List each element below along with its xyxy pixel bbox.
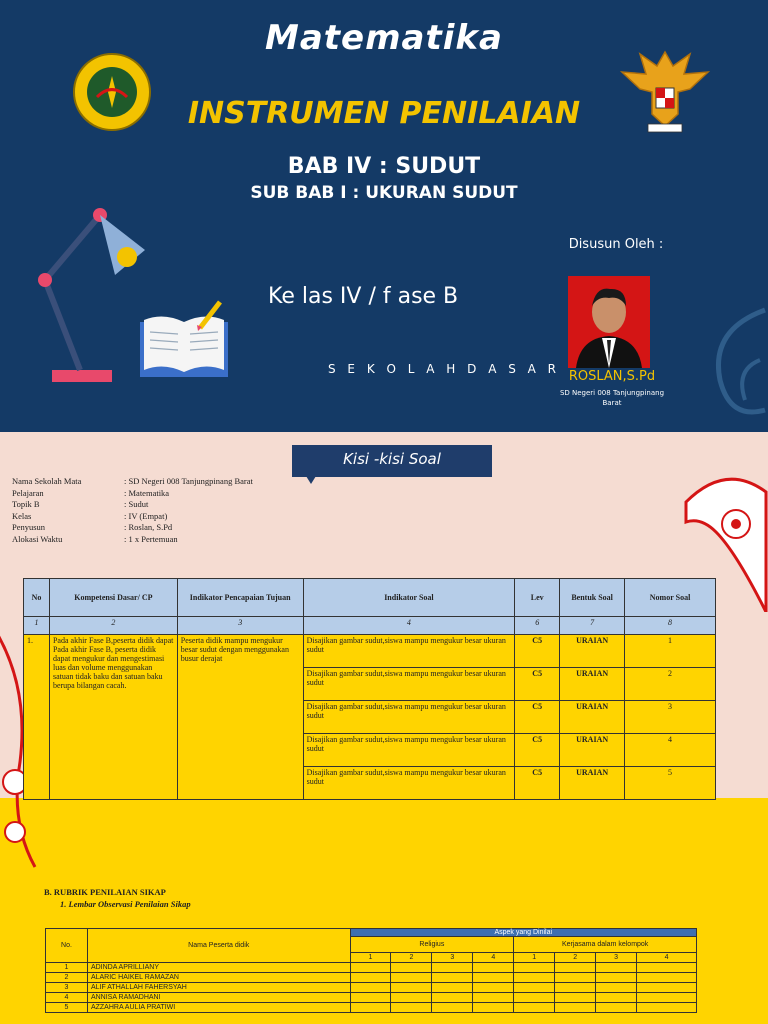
column-number: 6 xyxy=(515,617,560,635)
info-row xyxy=(12,522,324,534)
score-cell[interactable] xyxy=(391,963,432,973)
score-cell[interactable] xyxy=(391,1003,432,1013)
score-cell[interactable] xyxy=(473,1003,514,1013)
info-key: Topik B xyxy=(12,499,40,509)
score-header: 1 xyxy=(350,953,391,963)
score-cell[interactable] xyxy=(514,963,555,973)
school-level-label: S E K O L A H D A S A R xyxy=(328,362,561,376)
student-name: ALIF ATHALLAH FAHERSYAH xyxy=(87,983,350,993)
score-cell[interactable] xyxy=(596,983,637,993)
score-cell[interactable] xyxy=(432,963,473,973)
score-cell[interactable] xyxy=(514,1003,555,1013)
student-no: 4 xyxy=(46,993,88,1003)
score-cell[interactable] xyxy=(514,973,555,983)
bentuk-cell: URAIAN xyxy=(560,668,625,701)
author-name: ROSLAN,S.Pd xyxy=(568,369,656,384)
info-row xyxy=(12,511,324,523)
score-cell[interactable] xyxy=(391,973,432,983)
info-key: Pelajaran xyxy=(12,487,44,498)
kompetensi-cell: Pada akhir Fase B,peserta didik dapat Pada akhir Fase B, peserta didik dapat mengukur dan mengestimasi luas dan volume menggunakan satuan tidak baku dan satuan baku berupa bilangan cacah. xyxy=(49,635,177,800)
score-header: 3 xyxy=(432,953,473,963)
info-value: : 1 x Pertemuan xyxy=(124,533,178,544)
info-key: Nama Sekolah Mata xyxy=(12,476,82,486)
student-name: ALARIC HAIKEL RAMAZAN xyxy=(87,973,350,983)
identity-info xyxy=(12,476,324,545)
score-cell[interactable] xyxy=(514,983,555,993)
student-name: ANNISA RAMADHANI xyxy=(87,993,350,1003)
bentuk-cell: URAIAN xyxy=(560,767,625,800)
cover-title: Matematika xyxy=(265,18,503,58)
table-header-row xyxy=(24,579,716,617)
student-row xyxy=(46,963,697,973)
rubrik-slide xyxy=(0,868,768,1024)
score-cell[interactable] xyxy=(432,973,473,983)
nomor-cell: 2 xyxy=(625,668,716,701)
score-cell[interactable] xyxy=(555,983,596,993)
nomor-cell: 1 xyxy=(625,635,716,668)
score-header: 2 xyxy=(555,953,596,963)
score-cell[interactable] xyxy=(596,993,637,1003)
student-no: 5 xyxy=(46,1003,88,1013)
header-cell: Kompetensi Dasar/ CP xyxy=(49,579,177,617)
info-value: : Sudut xyxy=(124,499,149,509)
bentuk-cell: URAIAN xyxy=(560,635,625,668)
header-cell: Indikator Soal xyxy=(303,579,515,617)
score-cell[interactable] xyxy=(432,993,473,1003)
info-row xyxy=(12,499,324,511)
indikator-soal-cell: Disajikan gambar sudut,siswa mampu mengukur besar ukuran sudut xyxy=(303,668,515,701)
score-header: 4 xyxy=(473,953,514,963)
level-cell: C5 xyxy=(515,635,560,668)
level-cell: C5 xyxy=(515,734,560,767)
open-book-illustration xyxy=(138,300,233,384)
score-cell[interactable] xyxy=(473,993,514,1003)
score-cell[interactable] xyxy=(637,993,697,1003)
indikator-tujuan-cell: Peserta didik mampu mengukur besar sudut dengan menggunakan busur derajat xyxy=(177,635,303,800)
score-cell[interactable] xyxy=(473,983,514,993)
score-cell[interactable] xyxy=(350,983,391,993)
score-cell[interactable] xyxy=(596,973,637,983)
score-cell[interactable] xyxy=(473,963,514,973)
kisi-table xyxy=(23,578,716,800)
header-cell: Bentuk Soal xyxy=(560,579,625,617)
score-cell[interactable] xyxy=(473,973,514,983)
header-cell: Nomor Soal xyxy=(625,579,716,617)
score-header: 2 xyxy=(391,953,432,963)
chapter-title: BAB IV : SUDUT xyxy=(287,154,481,179)
score-cell[interactable] xyxy=(637,983,697,993)
score-cell[interactable] xyxy=(391,983,432,993)
score-cell[interactable] xyxy=(391,993,432,1003)
nomor-cell: 4 xyxy=(625,734,716,767)
score-cell[interactable] xyxy=(555,1003,596,1013)
score-cell[interactable] xyxy=(637,963,697,973)
info-key: Kelas xyxy=(12,510,32,521)
indikator-soal-cell: Disajikan gambar sudut,siswa mampu mengukur besar ukuran sudut xyxy=(303,767,515,800)
level-cell: C5 xyxy=(515,668,560,701)
rubrik-header-row xyxy=(46,929,697,937)
info-value: : SD Negeri 008 Tanjungpinang Barat xyxy=(124,476,253,486)
rubrik-subheading: 1. Lembar Observasi Penilaian Sikap xyxy=(60,899,191,909)
student-row xyxy=(46,1003,697,1013)
info-value: : IV (Empat) xyxy=(124,510,168,521)
no-header: No. xyxy=(46,929,88,963)
table-row xyxy=(24,635,716,668)
info-row xyxy=(12,534,324,546)
score-cell[interactable] xyxy=(637,1003,697,1013)
student-no: 2 xyxy=(46,973,88,983)
info-row xyxy=(12,488,324,500)
header-cell: No xyxy=(24,579,50,617)
subchapter-title: SUB BAB I : UKURAN SUDUT xyxy=(250,183,518,203)
decorative-swirl xyxy=(690,300,768,432)
column-number: 7 xyxy=(560,617,625,635)
bentuk-cell: URAIAN xyxy=(560,701,625,734)
column-number: 1 xyxy=(24,617,50,635)
student-no: 1 xyxy=(46,963,88,973)
header-cell: Lev xyxy=(515,579,560,617)
score-cell[interactable] xyxy=(596,963,637,973)
indikator-soal-cell: Disajikan gambar sudut,siswa mampu mengukur besar ukuran sudut xyxy=(303,635,515,668)
group-religius: Religius xyxy=(350,937,514,953)
nomor-cell: 3 xyxy=(625,701,716,734)
student-no: 3 xyxy=(46,983,88,993)
student-row xyxy=(46,983,697,993)
kisi-kisi-slide xyxy=(0,432,768,868)
student-row xyxy=(46,993,697,1003)
author-photo xyxy=(568,276,650,368)
aspek-header: Aspek yang Dinilai xyxy=(350,929,697,937)
score-cell[interactable] xyxy=(432,1003,473,1013)
score-cell[interactable] xyxy=(555,993,596,1003)
yellow-band xyxy=(0,798,768,868)
info-value: : Matematika xyxy=(124,487,170,498)
cover-subtitle: INSTRUMEN PENILAIAN xyxy=(187,96,581,131)
grade-label: Ke las IV / f ase B xyxy=(268,284,459,309)
cover-slide xyxy=(0,0,768,432)
info-key: Penyusun xyxy=(12,522,46,532)
score-cell[interactable] xyxy=(555,973,596,983)
level-cell: C5 xyxy=(515,701,560,734)
nomor-cell: 5 xyxy=(625,767,716,800)
column-number: 4 xyxy=(303,617,515,635)
compiled-by-label: Disusun Oleh : xyxy=(568,237,664,252)
level-cell: C5 xyxy=(515,767,560,800)
group-kerjasama: Kerjasama dalam kelompok xyxy=(514,937,697,953)
column-number: 8 xyxy=(625,617,716,635)
rubrik-heading: B. RUBRIK PENILAIAN SIKAP xyxy=(44,887,166,897)
info-key: Alokasi Waktu xyxy=(12,533,63,544)
score-cell[interactable] xyxy=(596,1003,637,1013)
student-name: ADINDA APRILLIANY xyxy=(87,963,350,973)
score-cell[interactable] xyxy=(350,1003,391,1013)
indikator-soal-cell: Disajikan gambar sudut,siswa mampu mengukur besar ukuran sudut xyxy=(303,701,515,734)
score-header: 3 xyxy=(596,953,637,963)
kisi-banner: Kisi -kisi Soal xyxy=(292,445,492,477)
score-cell[interactable] xyxy=(350,963,391,973)
rubrik-table xyxy=(45,928,697,1013)
student-name: AZZAHRA AULIA PRATIWI xyxy=(87,1003,350,1013)
score-cell[interactable] xyxy=(432,983,473,993)
info-value: : Roslan, S.Pd xyxy=(124,522,173,532)
score-header: 4 xyxy=(637,953,697,963)
name-header: Nama Peserta didik xyxy=(87,929,350,963)
column-number: 2 xyxy=(49,617,177,635)
info-row xyxy=(12,476,324,488)
column-number-row xyxy=(24,617,716,635)
author-school: SD Negeri 008 Tanjungpinang Barat xyxy=(559,389,665,407)
score-cell[interactable] xyxy=(350,973,391,983)
student-row xyxy=(46,973,697,983)
column-number: 3 xyxy=(177,617,303,635)
header-cell: Indikator Pencapaian Tujuan xyxy=(177,579,303,617)
bentuk-cell: URAIAN xyxy=(560,734,625,767)
score-cell[interactable] xyxy=(555,963,596,973)
score-header: 1 xyxy=(514,953,555,963)
row-number: 1. xyxy=(24,635,50,800)
score-cell[interactable] xyxy=(637,973,697,983)
indikator-soal-cell: Disajikan gambar sudut,siswa mampu mengukur besar ukuran sudut xyxy=(303,734,515,767)
score-cell[interactable] xyxy=(514,993,555,1003)
score-cell[interactable] xyxy=(350,993,391,1003)
